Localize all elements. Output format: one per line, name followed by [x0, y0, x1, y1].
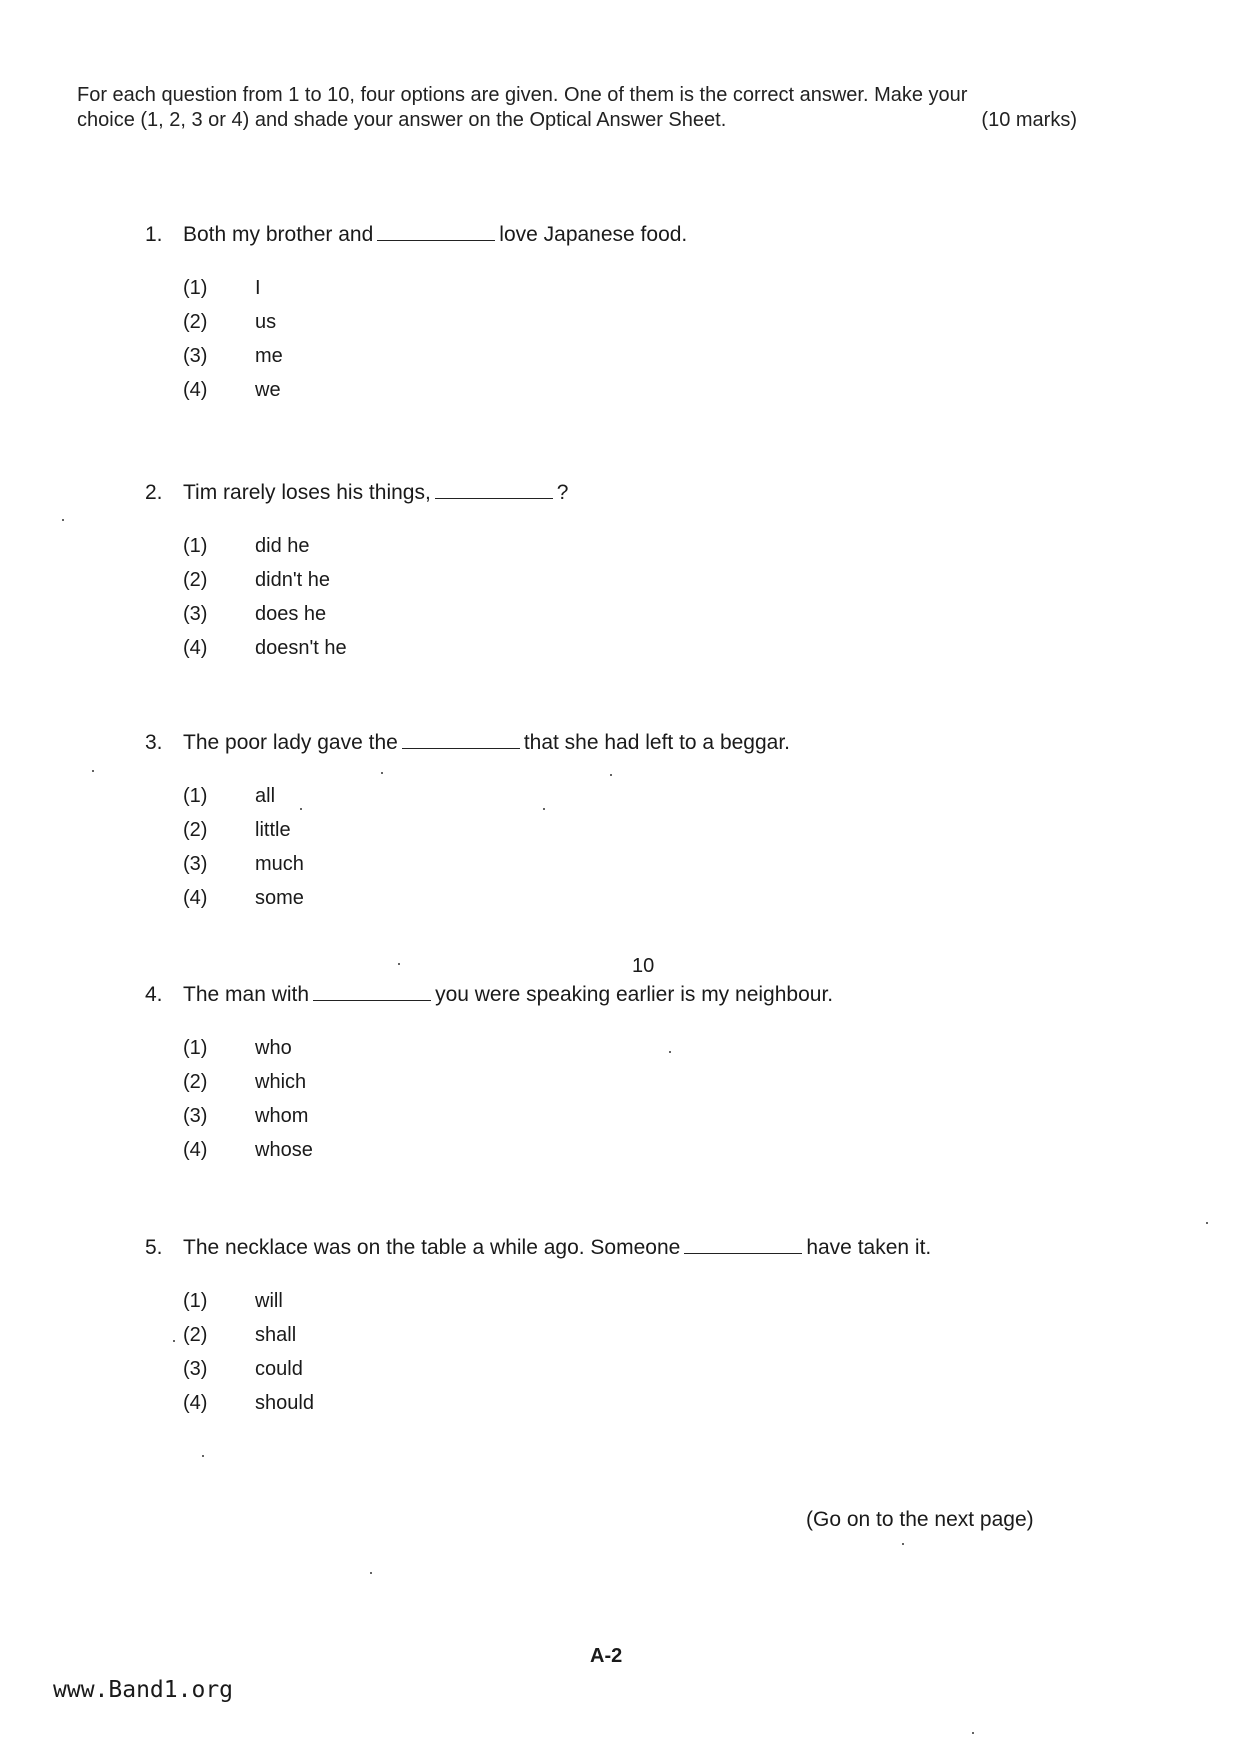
- scan-speck: [62, 519, 64, 521]
- option-text: who: [255, 1037, 292, 1059]
- stem-text-before: Tim rarely loses his things,: [183, 481, 431, 504]
- question-stem: [145, 1233, 1045, 1263]
- option-text: shall: [255, 1324, 297, 1346]
- option-number: (4): [183, 887, 208, 909]
- scan-speck: [398, 963, 400, 965]
- scan-speck: [381, 772, 383, 774]
- option-number: (1): [183, 1037, 208, 1059]
- question-number: 2.: [145, 481, 163, 504]
- stem-text-after: love Japanese food.: [499, 223, 688, 246]
- scan-speck: [669, 1051, 671, 1053]
- option-4: [183, 631, 1045, 665]
- option-3: [183, 1352, 1045, 1386]
- option-number: (1): [183, 785, 208, 807]
- option-1: [183, 779, 1045, 813]
- stem-text-before: Both my brother and: [183, 223, 374, 246]
- stem-text-after: that she had left to a beggar.: [523, 731, 791, 754]
- option-number: (2): [183, 1071, 208, 1093]
- instructions-line-2: choice (1, 2, 3 or 4) and shade your answer on the Optical Answer Sheet.: [77, 109, 727, 131]
- question-stem: [145, 728, 1045, 758]
- option-3: [183, 339, 1045, 373]
- stem-text-after: have taken it.: [806, 1236, 932, 1259]
- option-2: [183, 563, 1045, 597]
- option-number: (3): [183, 853, 208, 875]
- scan-speck: [173, 1340, 175, 1342]
- option-text: which: [255, 1071, 307, 1093]
- option-text: whom: [255, 1105, 309, 1127]
- option-number: (4): [183, 637, 208, 659]
- option-text: did he: [255, 535, 310, 557]
- question-number: 5.: [145, 1236, 163, 1259]
- option-number: (2): [183, 569, 208, 591]
- option-number: (3): [183, 345, 208, 367]
- option-1: [183, 1031, 1045, 1065]
- question-number: 4.: [145, 983, 163, 1006]
- option-number: (4): [183, 1392, 208, 1414]
- stem-text-after: ?: [556, 481, 569, 504]
- option-3: [183, 847, 1045, 881]
- option-text: I: [255, 277, 261, 299]
- stray-page-mark: 10: [632, 955, 655, 977]
- stem-text-after: you were speaking earlier is my neighbour.: [435, 983, 834, 1006]
- option-text: does he: [255, 603, 327, 625]
- option-number: (2): [183, 311, 208, 333]
- option-number: (1): [183, 1290, 208, 1312]
- answer-blank: [313, 982, 431, 1001]
- option-2: [183, 305, 1045, 339]
- options-list: [145, 1031, 1045, 1167]
- option-2: [183, 813, 1045, 847]
- answer-blank: [435, 480, 553, 499]
- option-text: will: [255, 1290, 283, 1312]
- option-text: should: [255, 1392, 314, 1414]
- question-number: 3.: [145, 731, 163, 754]
- option-number: (1): [183, 277, 208, 299]
- question-4: [145, 980, 1045, 1167]
- option-text: all: [255, 785, 276, 807]
- stem-text-before: The poor lady gave the: [183, 731, 398, 754]
- option-text: we: [255, 379, 281, 401]
- marks-label: (10 marks): [981, 109, 1077, 131]
- option-4: [183, 881, 1045, 915]
- option-4: [183, 1133, 1045, 1167]
- option-text: could: [255, 1358, 303, 1380]
- option-number: (2): [183, 1324, 208, 1346]
- scan-speck: [972, 1732, 974, 1734]
- option-text: doesn't he: [255, 637, 347, 659]
- option-1: [183, 271, 1045, 305]
- option-text: whose: [255, 1139, 313, 1161]
- question-3: [145, 728, 1045, 915]
- scan-speck: [300, 808, 302, 810]
- scan-speck: [370, 1572, 372, 1574]
- option-number: (4): [183, 379, 208, 401]
- answer-blank: [402, 730, 520, 749]
- question-stem: [145, 478, 1045, 508]
- option-number: (3): [183, 1105, 208, 1127]
- option-number: (4): [183, 1139, 208, 1161]
- scan-speck: [92, 770, 94, 772]
- option-4: [183, 373, 1045, 407]
- option-text: us: [255, 311, 277, 333]
- options-list: [145, 271, 1045, 407]
- answer-blank: [377, 222, 495, 241]
- stem-text-before: The necklace was on the table a while ago. Someone: [183, 1236, 681, 1259]
- instructions: [77, 83, 1077, 133]
- option-text: didn't he: [255, 569, 330, 591]
- answer-blank: [684, 1235, 802, 1254]
- scan-speck: [1206, 1222, 1208, 1224]
- question-stem: [145, 980, 1045, 1010]
- option-number: (2): [183, 819, 208, 841]
- question-5: [145, 1233, 1045, 1420]
- question-stem: [145, 220, 1045, 250]
- options-list: [145, 1284, 1045, 1420]
- option-text: much: [255, 853, 304, 875]
- scan-speck: [902, 1543, 904, 1545]
- option-text: some: [255, 887, 304, 909]
- page-number: A-2: [590, 1645, 623, 1667]
- option-number: (3): [183, 603, 208, 625]
- option-number: (3): [183, 1358, 208, 1380]
- scan-speck: [202, 1455, 204, 1457]
- option-1: [183, 529, 1045, 563]
- question-1: [145, 220, 1045, 407]
- question-2: [145, 478, 1045, 665]
- options-list: [145, 779, 1045, 915]
- scan-speck: [610, 774, 612, 776]
- option-4: [183, 1386, 1045, 1420]
- website-watermark: www.Band1.org: [53, 1677, 234, 1703]
- instructions-line-1: For each question from 1 to 10, four options are given. One of them is the correct answer. Make your: [77, 84, 968, 106]
- option-2: [183, 1318, 1045, 1352]
- options-list: [145, 529, 1045, 665]
- option-2: [183, 1065, 1045, 1099]
- stem-text-before: The man with: [183, 983, 310, 1006]
- option-text: me: [255, 345, 283, 367]
- option-text: little: [255, 819, 291, 841]
- next-page-note: (Go on to the next page): [806, 1508, 1034, 1531]
- question-number: 1.: [145, 223, 163, 246]
- option-3: [183, 597, 1045, 631]
- option-1: [183, 1284, 1045, 1318]
- option-3: [183, 1099, 1045, 1133]
- option-number: (1): [183, 535, 208, 557]
- scan-speck: [543, 808, 545, 810]
